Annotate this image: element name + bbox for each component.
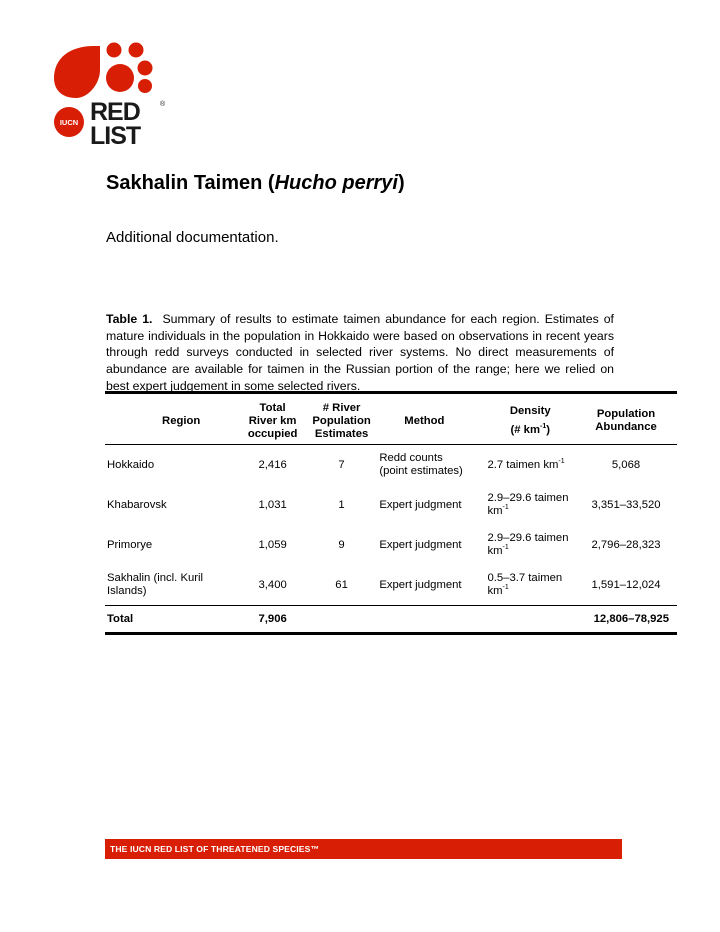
table-header-row xyxy=(105,393,677,445)
abundance-table xyxy=(105,391,677,635)
table-caption-label: Table 1. xyxy=(106,312,153,326)
header-river-km: Total River km occupied xyxy=(247,401,298,440)
logo-dot xyxy=(138,61,153,76)
title-prefix: Sakhalin Taimen ( xyxy=(106,172,275,194)
table-row: Sakhalin (incl. Kuril Islands) 3,400 61 Expert judgment 0.5–3.7 taimen $km^{-1}$ 1,591–12,024 xyxy=(107,572,661,597)
logo-dot xyxy=(129,43,144,58)
header-region: Region xyxy=(162,414,201,427)
logo-dot xyxy=(138,79,152,93)
table-caption-text: Summary of results to estimate taimen abundance for each region. Estimates of mature individuals in the population in Hokkaido were based on observations in recent years through redd surveys conducted in selected river systems. No direct measurements of abundance are available for taimen in the Russian portion of the range; here we relied on best expert judgement in some selected rivers. xyxy=(106,312,614,393)
iucn-red-list-logo xyxy=(50,40,180,150)
footer-banner: THE IUCN RED LIST OF THREATENED SPECIES™ xyxy=(105,839,622,859)
title-species: Hucho perryi xyxy=(274,172,398,194)
header-method: Method xyxy=(404,414,445,427)
page-subtitle: Additional documentation. xyxy=(106,229,279,246)
table-total-row: Total 7,906 12,806–78,925 xyxy=(105,606,677,634)
table-row: Hokkaido 2,416 7 Redd counts (point estimates) 2.7 taimen $km^{-1}$ 5,068 xyxy=(107,452,641,477)
table-row: Khabarovsk 1,031 1 Expert judgment 2.9–29.6 taimen $km^{-1}$ 3,351–33,520 xyxy=(107,492,661,517)
header-density: Density (# $km^{-1}$) xyxy=(509,405,551,436)
table-caption xyxy=(106,311,614,395)
logo-list-text: LIST xyxy=(90,122,141,150)
header-abundance: Population Abundance xyxy=(595,408,657,433)
iucn-badge-text: IUCN xyxy=(59,118,79,127)
logo-red-text: RED xyxy=(90,98,140,126)
page-title xyxy=(106,172,405,195)
header-population-estimates: # River Population Estimates xyxy=(312,401,371,440)
logo-dot xyxy=(106,64,134,92)
registered-mark: ® xyxy=(160,101,166,108)
logo-drop-shape xyxy=(54,46,100,98)
logo-dot xyxy=(107,43,122,58)
title-suffix: ) xyxy=(397,172,405,194)
table-row: Primorye 1,059 9 Expert judgment 2.9–29.6 taimen $km^{-1}$ 2,796–28,323 xyxy=(107,532,661,557)
